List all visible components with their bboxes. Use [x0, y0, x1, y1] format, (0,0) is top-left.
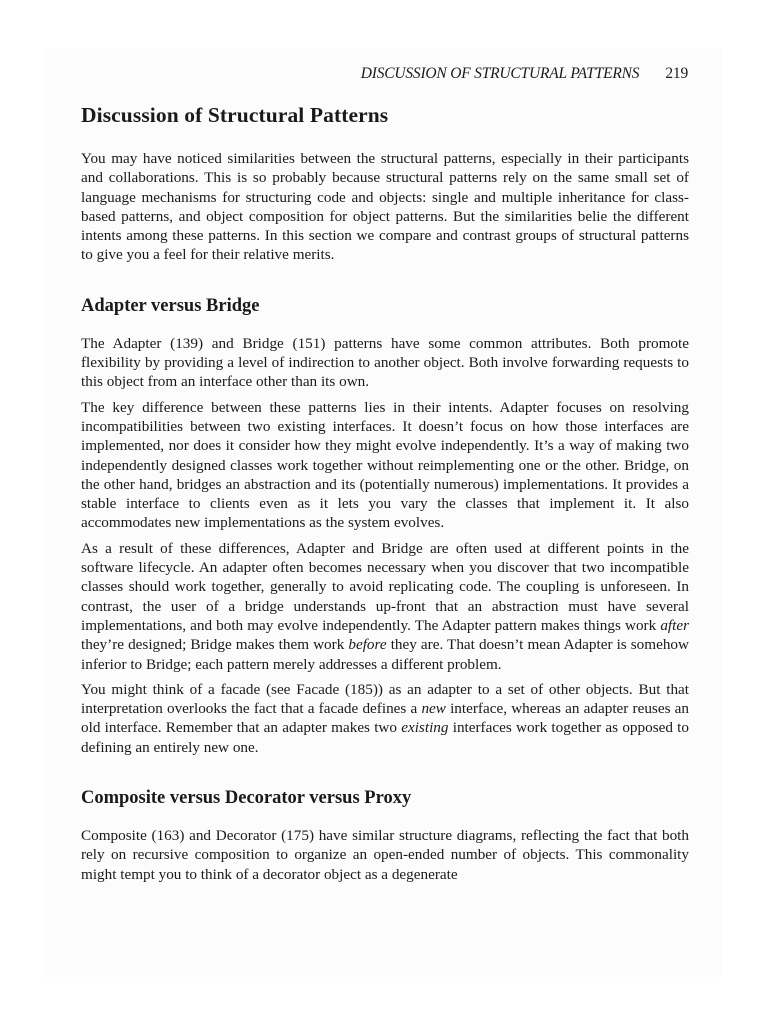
emphasis-new: new: [421, 700, 446, 718]
paragraph-key-difference: The key difference between these patterns lies in their intents. Adapter focuses on resolving incompatibilities between two existing interfaces. It doesn’t focus on how those interfaces are implemented, nor does it consider how they might evolve independently. It’s a way of making two independently designed classes work together without reimplementing one or the other. Bridge, on the other hand, bridges an abstraction and its (potentially numerous) implementations. It provides a stable interface to clients even as it lets you vary the classes that implement it. It also accommodates new implementations as the system evolves.: [81, 398, 689, 532]
paragraph-composite-decorator: Composite (163) and Decorator (175) have similar structure diagrams, reflecting the fact that both rely on recursive composition to organize an open-ended number of objects. This commonality might tempt you to think of a decorator object as a degenerate: [81, 827, 689, 883]
text-run: You might think of a facade (see Facade (185)) as an adapter to a set of other objects. But that interpretation overlooks the fact that a facade defines a: [81, 680, 689, 718]
text-run: they are. That doesn’t mean Adapter is somehow inferior to Bridge; each pattern merely addresses a different problem.: [81, 636, 689, 673]
page-content: [81, 100, 689, 884]
paragraph-facade: [81, 680, 689, 757]
section-heading-composite-decorator-proxy: Composite versus Decorator versus Proxy: [81, 788, 412, 809]
page-number: 219: [665, 65, 688, 82]
paragraph-common-attributes: The Adapter (139) and Bridge (151) patterns have some common attributes. Both promote flexibility by providing a level of indirection to another object. Both involve forwarding requests to this object from an interface other than its own.: [81, 334, 689, 391]
text-run: As a result of these differences, Adapter and Bridge are often used at different points in the software lifecycle. An adapter often becomes necessary when you discover that two incompatible classes should work together, generally to avoid replicating code. The coupling is unforeseen. In contrast, the user of a bridge understands up-front that an abstraction must have several implementations, and both may evolve independently. The Adapter pattern makes things work: [81, 539, 689, 634]
emphasis-before: before: [348, 636, 387, 654]
section-heading-adapter-vs-bridge: Adapter versus Bridge: [81, 295, 260, 316]
emphasis-existing: existing: [401, 719, 449, 737]
paragraph-lifecycle: [81, 539, 689, 674]
text-run: interfaces work together as opposed to defining an entirely new one.: [81, 719, 689, 756]
running-head-title: DISCUSSION OF STRUCTURAL PATTERNS: [360, 65, 640, 82]
intro-paragraph: You may have noticed similarities between the structural patterns, especially in their participants and collaborations. This is so probably because structural patterns rely on the same small set of language mechanisms for structuring code and objects: single and multiple inheritance for class-based patterns, and object composition for object patterns. But the similarities belie the different intents among these patterns. In this section we compare and contrast groups of structural patterns to give you a feel for their relative merits.: [81, 150, 689, 264]
text-run: interface, whereas an adapter reuses an old interface. Remember that an adapter makes two: [81, 700, 689, 737]
text-run: they’re designed; Bridge makes them work: [81, 636, 349, 654]
chapter-title: Discussion of Structural Patterns: [81, 103, 389, 127]
emphasis-after: after: [660, 616, 689, 634]
running-head: [0, 65, 688, 83]
